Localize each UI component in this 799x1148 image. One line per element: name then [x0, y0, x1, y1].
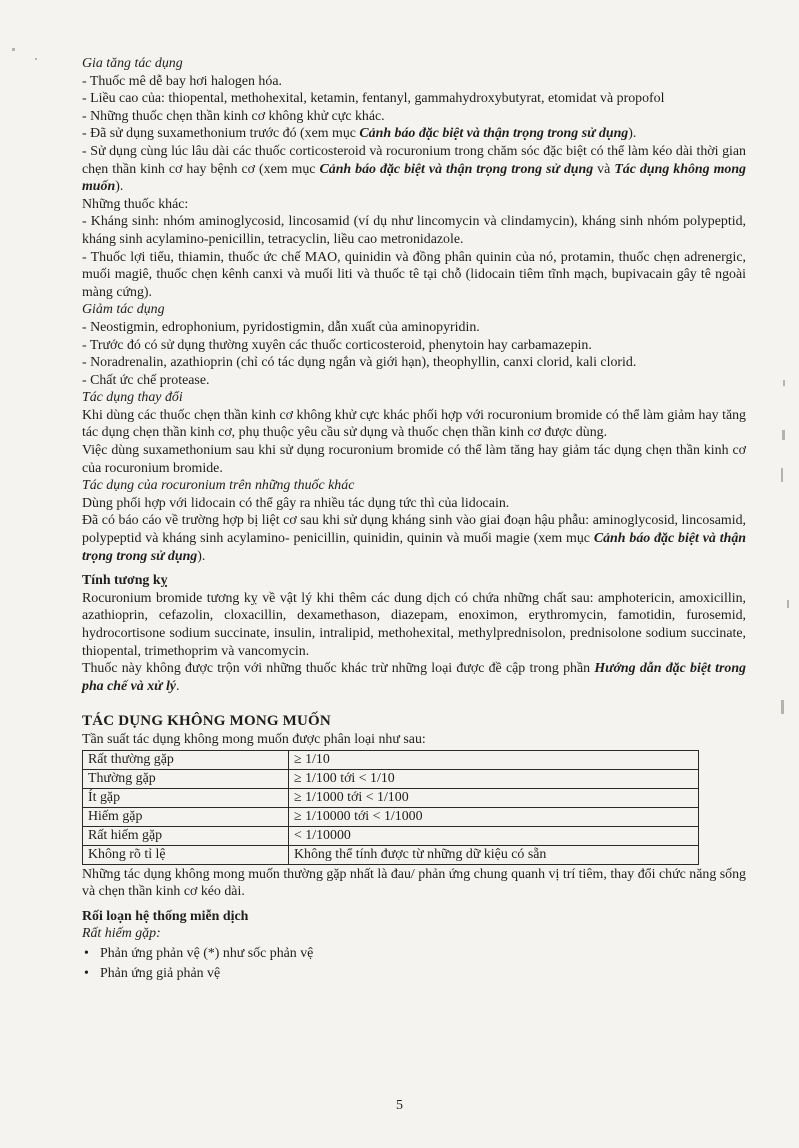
subsection-heading: Giảm tác dụng — [82, 302, 165, 318]
frequency-table — [82, 750, 699, 865]
frequency-range: ≥ 1/10 — [289, 750, 699, 769]
paragraph — [82, 90, 746, 108]
scan-speck — [12, 48, 15, 51]
text-run: Những tác dụng không mong muốn thường gặp nhất là đau/ phản ứng chung quanh vị trí tiêm, thay đổi chức năng sống và chẹn thần kinh cơ kéo dài. — [82, 866, 746, 900]
cross-reference: Cảnh báo đặc biệt và thận trọng trong sử dụng — [82, 531, 746, 564]
text-run: . — [175, 678, 180, 694]
main-section-heading: TÁC DỤNG KHÔNG MONG MUỐN — [82, 713, 331, 730]
cross-reference: Cảnh báo đặc biệt và thận trọng trong sử dụng — [359, 126, 629, 142]
scan-speck — [781, 468, 783, 482]
table-row — [83, 807, 699, 826]
cross-reference: Hướng dẫn đặc biệt trong pha chế và xử lý — [82, 661, 746, 694]
subsection-heading: Rất hiếm gặp: — [82, 926, 161, 942]
frequency-label: Rất thường gặp — [83, 750, 289, 769]
section-heading: Rối loạn hệ thống miễn dịch — [82, 908, 249, 924]
text-run: Khi dùng các thuốc chẹn thần kinh cơ không khử cực khác phối hợp với rocuronium bromide có thể làm giảm hay tăng tác dụng chẹn thần kinh cơ, phụ thuộc yêu cầu sử dụng và thuốc chẹn thần kinh cơ được dùng. — [82, 407, 746, 441]
frequency-label: Ít gặp — [83, 788, 289, 807]
frequency-label: Không rõ tỉ lệ — [83, 845, 289, 864]
text-run: - Thuốc lợi tiểu, thiamin, thuốc ức chế MAO, quinidin và đồng phân quinin của nó, protamin, thuốc chẹn adrenergic, muối magiê, thuốc chẹn kênh canxi và muối liti và thuốc tê tại chỗ (lidocain tiêm tĩnh mạch, bupivacain gây tê ngoài màng cứng). — [82, 249, 746, 300]
document-body — [82, 55, 746, 982]
subsection-heading: Tác dụng của rocuronium trên những thuốc khác — [82, 478, 355, 494]
frequency-range: ≥ 1/1000 tới < 1/100 — [289, 788, 699, 807]
paragraph — [82, 495, 746, 513]
paragraph — [82, 407, 746, 442]
text-run: - Sử dụng cùng lúc lâu dài các thuốc corticosteroid và rocuronium trong chăm sóc đặc biệt có thể làm kéo dài thời gian chẹn thần kinh cơ hay bệnh cơ (xem mục — [82, 143, 746, 177]
section-heading: Tính tương kỵ — [82, 573, 168, 589]
text-run: Rocuronium bromide tương kỵ về vật lý khi thêm các dung dịch có chứa những chất sau: amphotericin, amoxicillin, azathioprin, cefazolin, cloxacillin, dexamethason, diazepam, enoximon, erythromycin, famotidin, furosemid, hydrocortisone sodium succinate, insulin, intralipid, methohexital, methylprednisolon, prednisolone sodium succinate, thiopental, trimethoprim và vancomycin. — [82, 590, 746, 659]
frequency-range: ≥ 1/100 tới < 1/10 — [289, 769, 699, 788]
text-run: - Liều cao của: thiopental, methohexital, ketamin, fentanyl, gammahydroxybutyrat, etomidat và propofol — [82, 91, 665, 107]
scan-speck — [782, 430, 785, 440]
table-row — [83, 769, 699, 788]
text-run: Thuốc này không được trộn với những thuốc khác trừ những loại được đề cập trong phần — [82, 661, 595, 677]
text-run: ). — [115, 179, 124, 195]
paragraph — [82, 660, 746, 695]
text-run: Đã có báo cáo về trường hợp bị liệt cơ sau khi sử dụng kháng sinh vào giai đoạn hậu phẫu: aminoglycosid, lincosamid, polypeptid và kháng sinh acylamino- penicillin, quinidin, quinin và muối magie (xem mục — [82, 513, 746, 547]
frequency-label: Thường gặp — [83, 769, 289, 788]
text-run: Dùng phối hợp với lidocain có thể gây ra nhiều tác dụng tức thì của lidocain. — [82, 495, 510, 511]
text-run: Tần suất tác dụng không mong muốn được phân loại như sau: — [82, 731, 426, 747]
text-run: - Trước đó có sử dụng thường xuyên các thuốc corticosteroid, phenytoin hay carbamazepin. — [82, 337, 592, 353]
paragraph — [82, 213, 746, 248]
text-run: - Neostigmin, edrophonium, pyridostigmin, dẫn xuất của aminopyridin. — [82, 319, 480, 335]
paragraph — [82, 108, 746, 126]
paragraph — [82, 731, 746, 749]
paragraph — [82, 354, 746, 372]
text-run: Những thuốc khác: — [82, 196, 189, 212]
scan-speck — [781, 700, 784, 714]
frequency-range: Không thể tính được từ những dữ kiệu có sẵn — [289, 845, 699, 864]
cross-reference: Cảnh báo đặc biệt và thận trọng trong sử dụng — [319, 161, 594, 177]
text-run: Việc dùng suxamethonium sau khi sử dụng rocuronium bromide có thể làm tăng hay giảm tác dụng chẹn thần kinh cơ của rocuronium bromide. — [82, 443, 746, 476]
paragraph — [82, 590, 746, 660]
frequency-range: < 1/10000 — [289, 826, 699, 845]
table-row — [83, 750, 699, 769]
scan-speck — [783, 380, 785, 386]
list-item-text: Phản ứng giả phản vệ — [100, 965, 221, 981]
text-run: - Đã sử dụng suxamethonium trước đó (xem mục — [82, 126, 360, 142]
page-number: 5 — [396, 1098, 403, 1113]
paragraph — [82, 512, 746, 565]
paragraph — [82, 442, 746, 477]
frequency-label: Hiếm gặp — [83, 807, 289, 826]
list-item-text: Phản ứng phản vệ (*) như sốc phản vệ — [100, 945, 314, 961]
subsection-heading: Tác dụng thay đổi — [82, 390, 183, 406]
paragraph — [82, 73, 746, 91]
frequency-label: Rất hiếm gặp — [83, 826, 289, 845]
paragraph — [82, 337, 746, 355]
text-run: ). — [197, 548, 206, 564]
frequency-range: ≥ 1/10000 tới < 1/1000 — [289, 807, 699, 826]
cross-reference: Tác dụng không mong muốn — [82, 161, 746, 195]
paragraph — [82, 866, 746, 901]
bullet-icon: • — [84, 945, 89, 961]
paragraph — [82, 143, 746, 196]
text-run: ). — [628, 126, 637, 142]
list-item — [82, 945, 746, 963]
paragraph — [82, 319, 746, 337]
text-run: - Chất ức chế protease. — [82, 372, 210, 388]
list-item — [82, 965, 746, 983]
text-run: - Noradrenalin, azathioprin (chỉ có tác dụng ngắn và giới hạn), theophyllin, canxi clorid, kali clorid. — [82, 355, 637, 371]
table-row — [83, 788, 699, 807]
scan-speck — [787, 600, 789, 608]
table-row — [83, 826, 699, 845]
paragraph — [82, 196, 746, 214]
paragraph — [82, 372, 746, 390]
paragraph — [82, 125, 746, 143]
text-run: và — [593, 161, 615, 177]
table-row — [83, 845, 699, 864]
scan-speck — [35, 58, 37, 60]
paragraph — [82, 249, 746, 302]
bullet-icon: • — [84, 965, 89, 981]
text-run: - Những thuốc chẹn thần kinh cơ không khử cực khác. — [82, 108, 385, 124]
subsection-heading: Gia tăng tác dụng — [82, 56, 183, 71]
text-run: - Thuốc mê dễ bay hơi halogen hóa. — [82, 73, 282, 89]
text-run: - Kháng sinh: nhóm aminoglycosid, lincosamid (ví dụ như lincomycin và clindamycin), kháng sinh nhóm polypeptid, kháng sinh acylamino-penicillin, tetracyclin, liều cao metronidazole. — [82, 214, 746, 247]
